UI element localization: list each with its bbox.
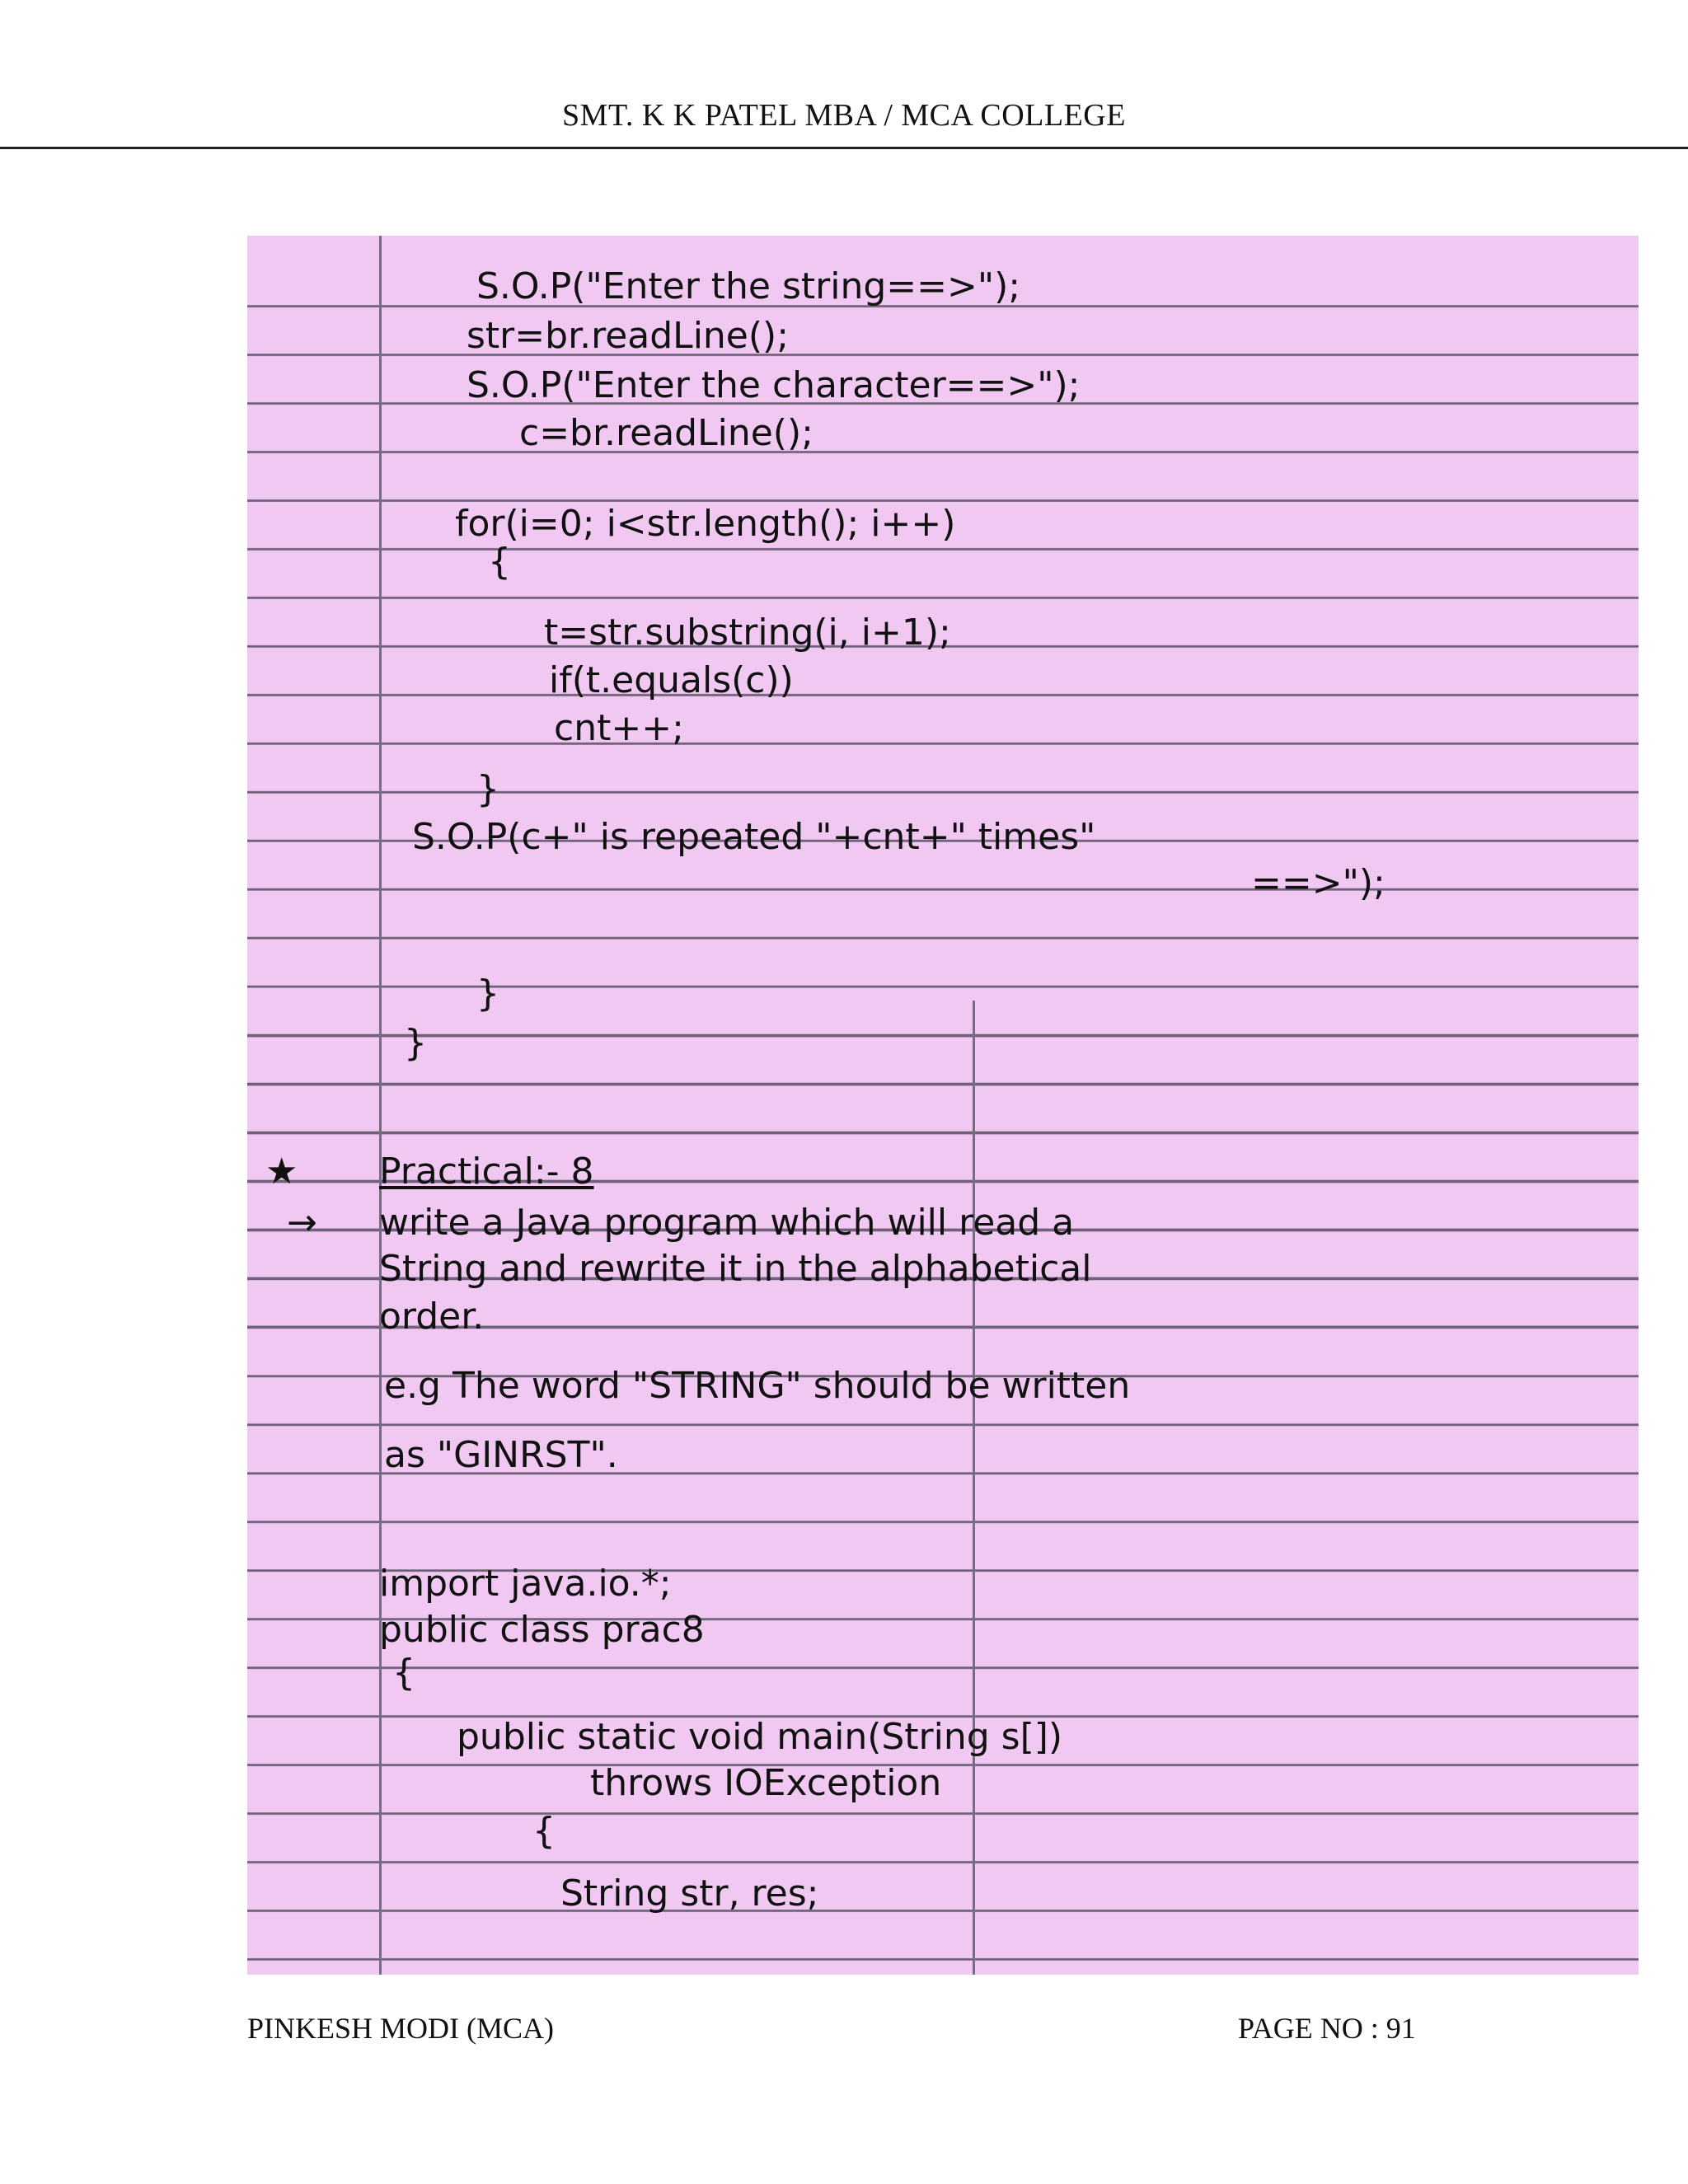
handwritten-notebook-scan [247,236,1639,1975]
code-line: public class prac8 [379,1609,705,1651]
practical-heading: Practical:- 8 [379,1151,594,1193]
code-line: cnt++; [554,707,684,749]
question-line: write a Java program which will read a [379,1202,1075,1244]
page-header-title: SMT. K K PATEL MBA / MCA COLLEGE [562,98,1126,133]
code-line: } [476,972,499,1015]
code-line: } [476,768,499,810]
code-line: String str, res; [560,1872,819,1915]
margin-line [379,236,382,1975]
arrow-icon: → [287,1202,317,1244]
code-line: c=br.readLine(); [519,412,814,454]
example-line: as "GINRST". [384,1434,618,1476]
code-line: throws IOException [590,1762,942,1804]
code-line: for(i=0; i<str.length(); i++) [455,503,956,545]
question-line: order. [379,1296,485,1338]
code-line: { [392,1652,415,1694]
code-line: S.O.P("Enter the string==>"); [476,265,1021,307]
code-line: public static void main(String s[]) [457,1716,1063,1758]
footer-page-number: PAGE NO : 91 [1238,2012,1416,2045]
code-line: str=br.readLine(); [467,315,790,357]
footer-author: PINKESH MODI (MCA) [247,2012,555,2045]
code-line: S.O.P(c+" is repeated "+cnt+" times" [412,816,1096,858]
code-line: import java.io.*; [379,1563,672,1605]
question-line: String and rewrite it in the alphabetical [379,1248,1092,1290]
code-line: S.O.P("Enter the character==>"); [467,364,1081,406]
code-line: { [532,1810,556,1852]
header-rule [0,147,1688,149]
star-icon: ★ [265,1151,298,1193]
example-line: e.g The word "STRING" should be written [384,1365,1131,1407]
code-line: } [404,1022,427,1064]
code-line: t=str.substring(i, i+1); [544,612,951,654]
code-line: { [488,541,511,583]
code-line: ==>"); [1251,862,1386,904]
code-line: if(t.equals(c)) [549,659,794,701]
center-line [973,1001,975,1975]
